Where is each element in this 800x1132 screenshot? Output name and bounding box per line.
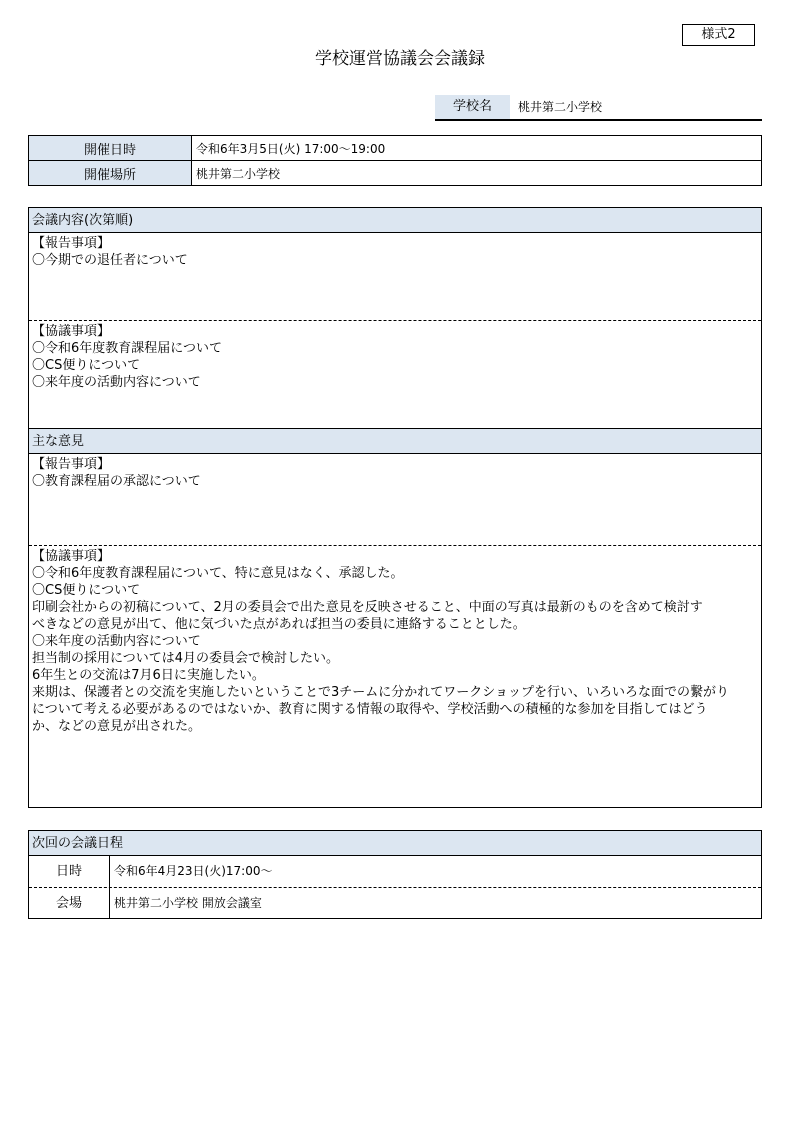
list-item: 〇来年度の活動内容について <box>32 375 201 390</box>
next-date-row <box>29 856 761 888</box>
list-item: 担当制の採用については4月の委員会で検討したい。 <box>32 651 340 666</box>
school-name-underline <box>435 119 762 121</box>
date-label: 開催日時 <box>29 136 192 161</box>
next-meeting-box <box>28 830 762 919</box>
opinions-header: 主な意見 <box>29 429 761 454</box>
next-place-value: 桃井第二小学校 開放会議室 <box>114 896 262 910</box>
agenda-header: 会議内容(次第順) <box>29 208 761 233</box>
agenda-discussion-section <box>29 321 761 429</box>
document-title: 学校運営協議会会議録 <box>315 49 485 69</box>
list-item: 〇CS便りについて <box>32 358 141 373</box>
list-item: 〇令和6年度教育課程届について <box>32 341 223 356</box>
place-label: 開催場所 <box>29 161 192 186</box>
list-item: 6年生との交流は7月6日に実施したい。 <box>32 668 265 683</box>
section-heading: 【協議事項】 <box>32 549 111 564</box>
section-heading: 【報告事項】 <box>32 236 111 251</box>
opinions-discussion-section <box>29 546 761 806</box>
school-name-label: 学校名 <box>435 95 510 119</box>
list-item: べきなどの意見が出て、他に気づいた点があれば担当の委員に連絡することとした。 <box>32 617 526 632</box>
list-item: 〇令和6年度教育課程届について、特に意見はなく、承認した。 <box>32 566 404 581</box>
opinions-report-section <box>29 454 761 546</box>
list-item: か、などの意見が出された。 <box>32 719 202 734</box>
next-date-value: 令和6年4月23日(火)17:00～ <box>114 864 273 878</box>
minutes-box <box>28 207 762 808</box>
next-place-row <box>29 888 761 919</box>
list-item: 〇CS便りについて <box>32 583 141 598</box>
section-heading: 【協議事項】 <box>32 324 111 339</box>
form-number-badge: 様式2 <box>682 24 755 46</box>
meeting-info-table <box>28 135 762 186</box>
list-item: 〇今期での退任者について <box>32 253 188 268</box>
list-item: について考える必要があるのではないか、教育に関する情報の取得や、学校活動への積極的な参加を目指してはどう <box>32 702 708 717</box>
agenda-report-section <box>29 233 761 321</box>
section-heading: 【報告事項】 <box>32 457 111 472</box>
list-item: 〇来年度の活動内容について <box>32 634 201 649</box>
place-value: 桃井第二小学校 <box>192 161 762 186</box>
date-value: 令和6年3月5日(火) 17:00～19:00 <box>192 136 762 161</box>
school-name-value: 桃井第二小学校 <box>518 100 603 114</box>
list-item: 印刷会社からの初稿について、2月の委員会で出た意見を反映させること、中面の写真は最新のものを含めて検討す <box>32 600 703 615</box>
next-meeting-header: 次回の会議日程 <box>29 831 761 856</box>
list-item: 〇教育課程届の承認について <box>32 474 201 489</box>
next-date-label: 日時 <box>29 856 110 887</box>
list-item: 来期は、保護者との交流を実施したいということで3チームに分かれてワークショップを行い、いろいろな面での繋がり <box>32 685 730 700</box>
next-place-label: 会場 <box>29 888 110 919</box>
